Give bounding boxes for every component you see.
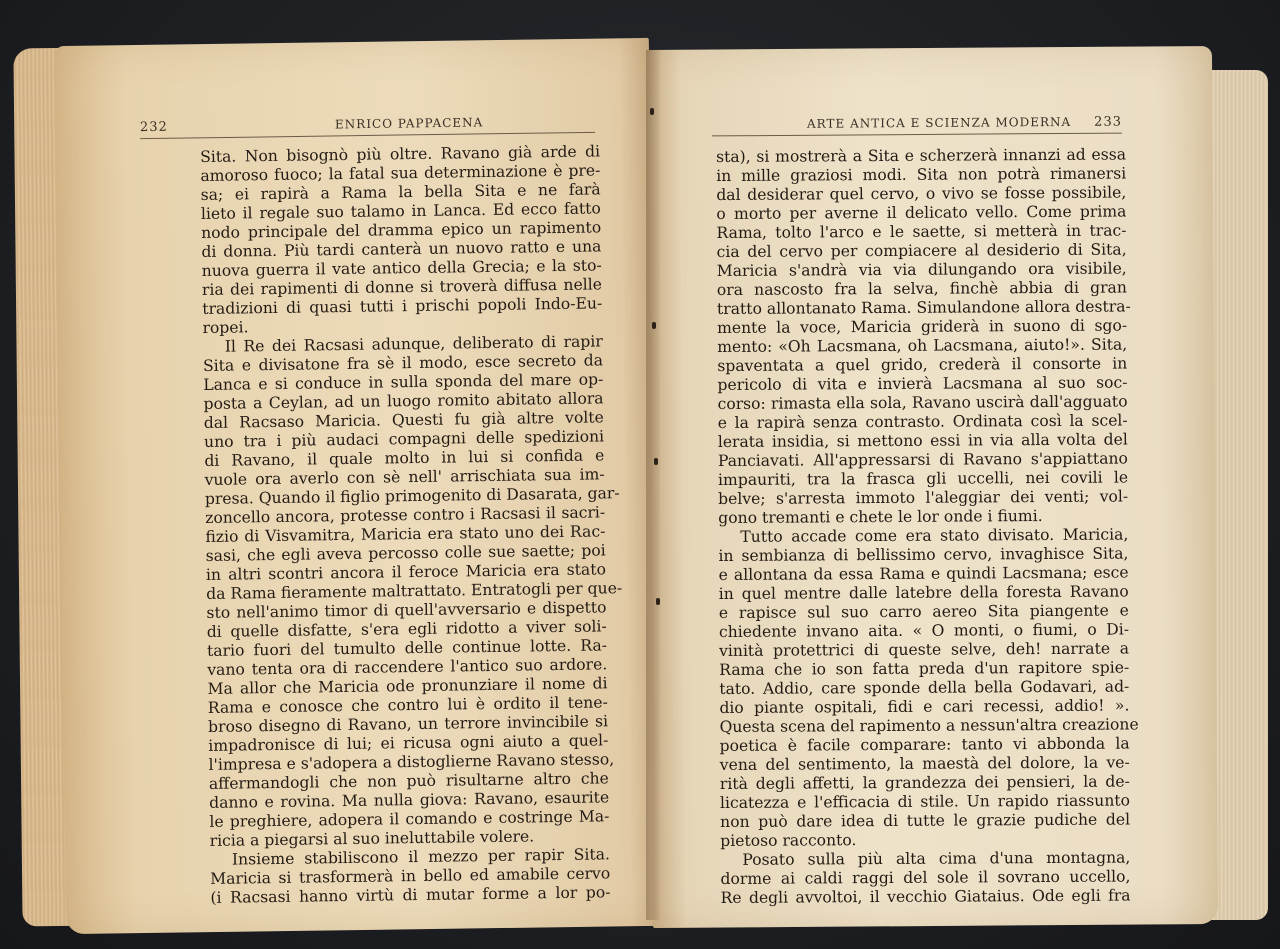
text-line: ropei. [202,318,249,337]
text-line: sta), si mostrerà a Sita e scherzerà innanzi ad essa [716,145,1127,166]
text-line: licatezza e l'efficacia di stile. Un rapido riassunto [719,791,1131,812]
text-line: sto nell'animo timor di quell'avversario e dispetto [206,598,607,622]
binding-stitch [652,322,656,329]
text-line: chiedente invano aita. « O monti, o fiumi, o Di- [718,620,1130,641]
text-line: rità degli affetti, la grandezza dei pensieri, la de- [719,772,1130,793]
text-line: Lanca e si conduce in sulla sponda del mare op- [203,370,604,394]
text-line: di Ravano, il quale molto in lui si confida e [204,446,605,470]
text-line: lerata insidia, si mettono essi in via alla volta del [717,430,1128,451]
text-line: vano tenta ora di raccendere l'antico suo ardore. [207,655,608,679]
text-line: e allontana da essa Rama e quindi Lacsmana; esce [718,563,1129,584]
text-line: di quelle disfatte, s'era egli ridotto a viver soli- [206,617,607,641]
text-line: corso: rimasta ella sola, Ravano uscirà dall'agguato [717,392,1128,413]
text-line: le preghiere, adopera il comando e costringe Ma- [209,807,610,831]
text-line: ricia a piegarsi al suo ineluttabile volere. [209,827,535,850]
text-line: Rama e conosce che contro lui è ordito il tene- [207,693,608,717]
text-line: dio piante ospitali, fidi e cari recessi, addio! ». [719,696,1130,717]
text-line: Panciavati. All'appressarsi di Ravano s'appiattano [717,449,1128,470]
text-line: tato. Addio, care sponde della bella Godavari, ad- [719,677,1130,698]
text-line: pericolo di vita e invierà Lacsmana al suo soc- [717,373,1128,394]
text-line: dal Racsaso Maricia. Questi fu già altre volte [203,408,604,432]
text-line: in sembianza di bellissimo cervo, invaghisce Sita, [718,544,1129,565]
text-line: fizio di Visvamitra, Maricia era stato uno dei Rac- [205,522,606,546]
text-line: impauriti, tra la frasca gli uccelli, nei covili le [717,468,1129,489]
text-line: di donna. Più tardi canterà un nuovo ratto e una [201,237,602,261]
text-line: Ma allor che Maricia ode pronunziare il nome di [207,674,608,698]
text-line: gono tremanti e chete le lor onde i fiumi. [718,507,1043,527]
text-line: dorme ai caldi raggi del sole il sovrano uccello, [720,867,1131,888]
text-line: non può dare idea di tutte le grazie pudiche del [720,810,1131,831]
text-line: ora nascosto fra la selva, finchè abbia di gran [716,278,1127,299]
text-line: tario fuori del tumulto delle continue lotte. Ra- [206,636,608,660]
right-page-text [716,145,1139,907]
right-running-title: ARTE ANTICA E SCIENZA MODERNA [806,114,1072,131]
text-line: presa. Quando il figlio primogenito di Dasarata, gar- [204,484,620,508]
text-line: in quel mentre dalle latebre della foresta Ravano [718,582,1129,603]
text-line: pietoso racconto. [720,831,857,850]
text-line: broso disegno di Ravano, un terrore invincibile si [207,712,609,736]
text-line: e la rapirà senza contrasto. Ordinata così la scel- [717,411,1128,432]
text-line: belve; s'arresta immoto l'aleggiar dei venti; vol- [718,487,1129,508]
binding-stitch [656,598,660,605]
text-line: Il Re dei Racsasi adunque, deliberato di rapir [224,332,603,356]
text-line: lieto il regale suo talamo in Lanca. Ed ecco fatto [200,199,602,223]
text-line: Rama che io son fatta preda d'un rapitore spie- [719,658,1130,679]
right-running-head [712,115,1122,137]
text-line: vena del sentimento, la maestà del dolore, la ve- [719,753,1130,774]
text-line: o morto per averne il delicato vello. Come prima [716,202,1127,223]
text-line: nodo principale del dramma epico un rapimento [201,218,602,242]
text-line: vinità protettrici di queste selve, deh! narrate a [719,639,1130,660]
text-line: vuole ora averlo con sè nell' arrischiata sua im- [204,465,605,489]
text-line: (i Racsasi hanno virtù di mutar forme a lor po- [210,883,611,907]
text-line: nuova guerra il vate antico della Grecia; e la sto- [201,256,602,280]
book-gutter [646,50,660,920]
text-line: affermandogli che non può risultarne altro che [208,769,609,793]
text-line: mente la voce, Maricia griderà in suono di sgo- [717,316,1128,337]
text-line: spaventata a quel grido, crederà il consorte in [717,354,1128,375]
binding-stitch [654,458,658,465]
binding-stitch [650,108,654,115]
text-line: Insieme stabiliscono il mezzo per rapir Sita. [231,845,611,869]
text-line: impadronisce di lui; ei ricusa ogni aiuto a quel- [208,731,609,755]
text-line: l'impresa e s'adopera a distoglierne Ravano stesso, [208,750,615,774]
text-line: mento: «Oh Lacsmana, oh Lacsmana, aiuto!». Sita, [717,335,1128,356]
text-line: sa; ei rapirà a Rama la bella Sita e ne farà [200,180,601,204]
left-page-number: 232 [139,119,168,136]
text-line: posta a Ceylan, ad un luogo romito abitato allora [203,389,604,413]
text-line: danno e rovina. Ma nulla giova: Ravano, esaurite [209,788,610,812]
text-line: Rama, tolto l'arco e le saette, si metterà in trac- [716,221,1127,242]
text-line: tradizioni di quasi tutti i prischi popoli Indo-Eu- [202,294,603,318]
text-line: poetica è facile comparare: tanto vi abbonda la [719,734,1130,755]
left-running-title: ENRICO PAPPACENA [334,115,484,132]
text-line: Sita. Non bisognò più oltre. Ravano già arde di [200,142,601,166]
text-line: e rapisce sul suo carro aereo Sita piangente e [718,601,1129,622]
text-line: amoroso fuoco; la fatal sua determinazione è pre- [200,161,601,185]
text-line: cia del cervo per compiacere al desiderio di Sita, [716,240,1127,261]
text-line: da Rama fieramente maltrattato. Entratogli per que- [206,579,623,603]
left-page-text [200,142,623,908]
text-line: Maricia s'andrà via via dilungando ora visibile, [716,259,1127,280]
text-line: Questa scena del rapimento a nessun'altra creazione [719,715,1139,736]
text-line: zoncello ancora, protesse contro i Racsasi il sacri- [205,503,606,527]
text-line: Re degli avvoltoi, il vecchio Giataius. Ode egli fra [720,886,1131,907]
text-line: tratto allontanato Rama. Simulandone allora destra- [716,297,1131,318]
text-line: sasi, che egli aveva percosso colle sue saette; poi [205,541,606,565]
text-line: ria dei rapimenti di donne si troverà diffusa nelle [201,275,603,299]
text-line: dal desiderar quel cervo, o vivo se fosse possibile, [716,183,1127,204]
text-line: in altri scontri ancora il feroce Maricia era stato [205,560,607,584]
text-line: in mille graziosi modi. Sita non potrà rimanersi [716,164,1127,185]
text-line: uno tra i più audaci compagni delle spedizioni [203,427,605,451]
text-line: Sita e divisatone fra sè il modo, esce secreto da [202,351,604,375]
text-line: Tutto accade come era stato divisato. Maricia, [740,525,1129,546]
text-line: Posato sulla più alta cima d'una montagna, [742,848,1131,869]
right-page-number: 233 [1094,114,1123,130]
text-line: Maricia si trasformerà in bello ed amabile cervo [210,864,611,888]
